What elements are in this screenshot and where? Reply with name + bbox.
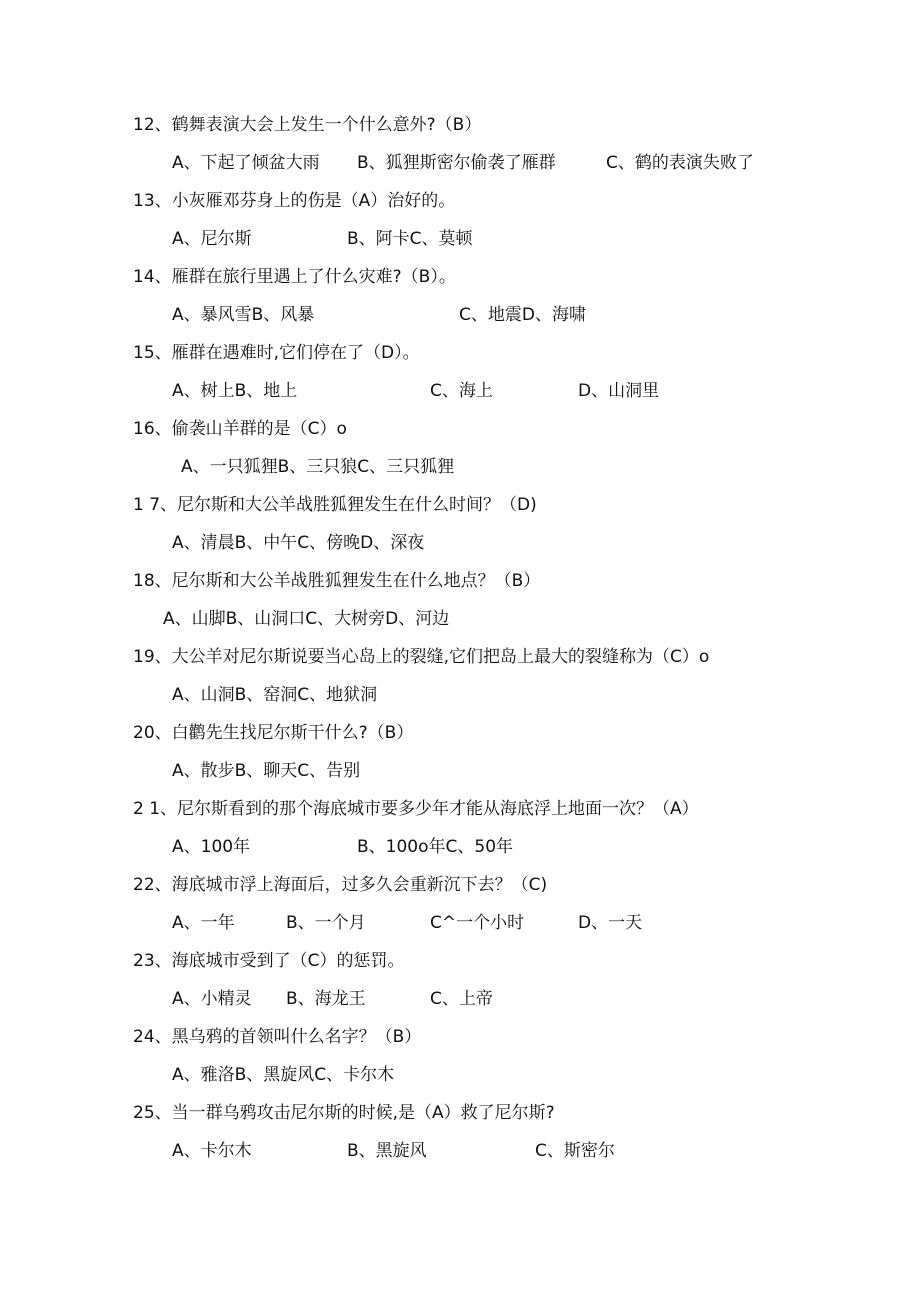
- option-d: D、一天: [578, 913, 643, 933]
- question-19: 19、大公羊对尼尔斯说要当心岛上的裂缝,它们把岛上最大的裂缝称为（C）o: [133, 647, 710, 667]
- question-13: 13、小灰雁邓芬身上的伤是（A）治好的。: [133, 191, 456, 211]
- option-a: A、树上B、地上: [172, 381, 298, 401]
- option-b: B、海龙王: [286, 989, 366, 1009]
- question-21: 2 1、尼尔斯看到的那个海底城市要多少年才能从海底浮上地面一次？（A）: [133, 799, 699, 819]
- option-a: A、卡尔木: [172, 1141, 252, 1161]
- option-a: A、山洞B、窑洞C、地狱洞: [172, 685, 378, 705]
- option-b: B、黑旋风: [347, 1141, 427, 1161]
- question-20: 20、白鹳先生找尼尔斯干什么?（B）: [133, 723, 414, 743]
- question-17: 1 7、尼尔斯和大公羊战胜狐狸发生在什么时间？（D): [133, 495, 537, 515]
- option-c: C、地震D、海啸: [459, 305, 586, 325]
- option-c: C、斯密尔: [535, 1141, 615, 1161]
- option-a: A、尼尔斯: [172, 229, 252, 249]
- option-a: A、一年: [172, 913, 235, 933]
- option-a: A、雅洛B、黑旋风C、卡尔木: [172, 1065, 395, 1085]
- option-a: A、小精灵: [172, 989, 252, 1009]
- question-24: 24、黑乌鸦的首领叫什么名字？（B）: [133, 1027, 422, 1047]
- option-a: A、散步B、聊天C、告别: [172, 761, 361, 781]
- option-c: C^一个小时: [430, 913, 525, 933]
- option-c: C、鹤的表演失败了: [606, 153, 754, 173]
- question-22: 22、海底城市浮上海面后，过多久会重新沉下去？（C): [133, 875, 548, 895]
- question-14: 14、雁群在旅行里遇上了什么灾难?（B）。: [133, 267, 456, 287]
- option-b: B、阿卡C、莫顿: [347, 229, 473, 249]
- question-16: 16、偷袭山羊群的是（C）o: [133, 419, 347, 439]
- question-18: 18、尼尔斯和大公羊战胜狐狸发生在什么地点？（B）: [133, 571, 541, 591]
- option-a: A、一只狐狸B、三只狼C、三只狐狸: [181, 457, 455, 477]
- option-a: A、清晨B、中午C、傍晚D、深夜: [172, 533, 425, 553]
- option-b: B、狐狸斯密尔偷袭了雁群: [357, 153, 556, 173]
- option-a: A、暴风雪B、风暴: [172, 305, 315, 325]
- question-15: 15、雁群在遇难时,它们停在了（D）。: [133, 343, 420, 363]
- option-b: B、一个月: [286, 913, 366, 933]
- question-12: 12、鹤舞表演大会上发生一个什么意外?（B）: [133, 115, 482, 135]
- option-a: A、下起了倾盆大雨: [172, 153, 320, 173]
- option-a: A、100年: [172, 837, 251, 857]
- option-d: D、山洞里: [578, 381, 660, 401]
- option-c: C、上帝: [430, 989, 493, 1009]
- question-25: 25、当一群乌鸦攻击尼尔斯的时候,是（A）救了尼尔斯?: [133, 1103, 555, 1123]
- question-23: 23、海底城市受到了（C）的惩罚。: [133, 951, 405, 971]
- option-c: C、海上: [430, 381, 493, 401]
- option-a: A、山脚B、山洞口C、大树旁D、河边: [163, 609, 450, 629]
- option-b: B、100o年C、50年: [357, 837, 514, 857]
